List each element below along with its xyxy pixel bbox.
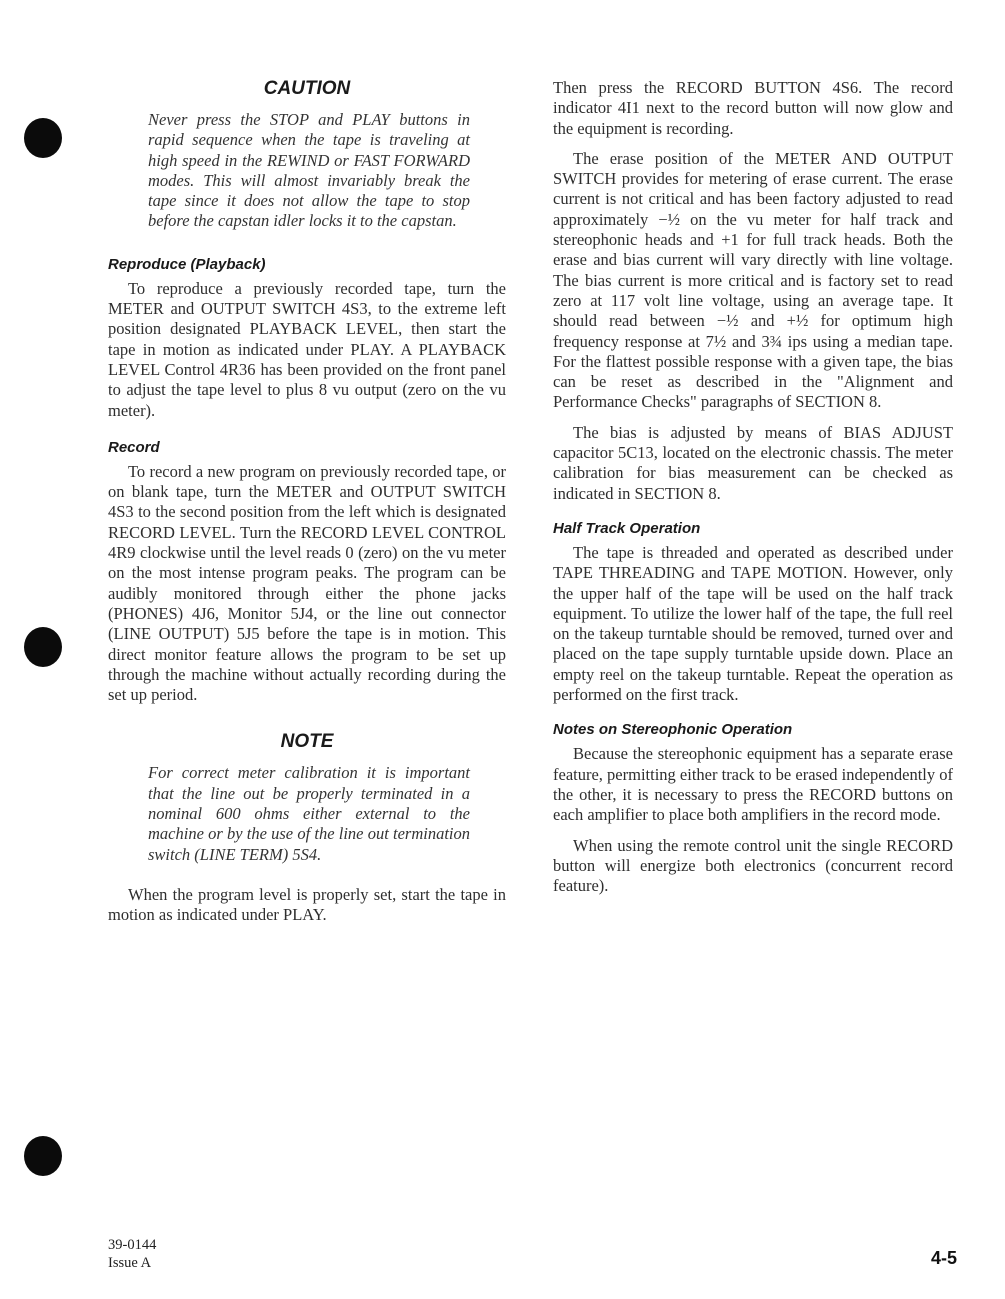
half-track-paragraph: The tape is threaded and operated as described under TAPE THREADING and TAPE MOTION. However, only the upper half of the tape will be used on the half track equipment. To utilize the lower half of the tape, the full reel on the takeup turntable should be removed, turned over and placed on the tape supply turntable upside down. Place an empty reel on the takeup turntable. Repeat the operation as performed on the first track.: [553, 542, 953, 705]
half-track-heading: Half Track Operation: [553, 519, 701, 537]
erase-bias-paragraph: The erase position of the METER AND OUTPUT SWITCH provides for metering of erase current. The erase current is not critical and has been factory adjusted to read approximately −½ on the vu meter for half track and stereophonic heads and +1 for full track heads. Both the erase and bias current will vary directly with line voltage. The bias current is more critical and is factory set to read zero at 117 volt line voltage, using an average tape. It should read between −½ and +½ for optimum high frequency response at 7½ and 3¾ ips using a median tape. For the flattest possible response with a given tape, the bias can be reset as described in the "Alignment and Performance Checks" paragraphs of SECTION 8.: [553, 148, 953, 412]
binder-hole-middle: [24, 627, 62, 667]
page-number: 4-5: [930, 1248, 957, 1268]
reproduce-paragraph: To reproduce a previously recorded tape, turn the METER and OUTPUT SWITCH 4S3, to the extreme left position designated PLAYBACK LEVEL, then start the tape in motion as indicated under PLAY. A PLAYBACK LEVEL Control 4R36 has been provided on the front panel to adjust the tape level to plus 8 vu output (zero on the vu meter).: [108, 278, 506, 420]
issue-label: Issue A: [108, 1255, 152, 1271]
footer-doc-info: [108, 1236, 156, 1272]
caution-text: Never press the STOP and PLAY buttons in rapid sequence when the tape is traveling at high speed in the REWIND or FAST FORWARD modes. This will almost invariably break the tape since it does not allow the tape to stop before the capstan idler locks it to the capstan.: [148, 110, 470, 231]
binder-hole-top: [24, 118, 62, 158]
stereo-heading: Notes on Stereophonic Operation: [553, 721, 793, 739]
reproduce-heading: Reproduce (Playback): [108, 255, 266, 273]
note-text: For correct meter calibration it is important that the line out be properly terminated in a nominal 600 ohms either external to the machine or by the use of the line out termination switch (LINE TERM) 5S4.: [148, 763, 470, 864]
record-button-paragraph: Then press the RECORD BUTTON 4S6. The record indicator 4I1 next to the record button will now glow and the equipment is recording.: [553, 78, 953, 138]
record-heading: Record: [108, 438, 160, 456]
caution-title: CAUTION: [263, 78, 351, 99]
record-paragraph: To record a new program on previously recorded tape, or on blank tape, turn the METER and OUTPUT SWITCH 4S3 to the second position from the left which is designated RECORD LEVEL. Turn the RECORD LEVEL CONTROL 4R9 clockwise until the level reads 0 (zero) on the vu meter on the most intense program peaks. The program can be audibly monitored through either the phone jacks (PHONES) 4J6, Monitor 5J4, or the line out connector (LINE OUTPUT) 5J5 before the tape is in motion. This direct monitor feature allows the program to be set up through the machine without actually recording during the set up period.: [108, 461, 506, 705]
left-column: [108, 78, 506, 936]
binder-hole-bottom: [24, 1136, 62, 1176]
document-number: 39-0144: [108, 1237, 157, 1253]
stereo-paragraph-2: When using the remote control unit the single RECORD button will energize both electronics (concurrent record feature).: [553, 835, 953, 896]
note-title: NOTE: [280, 731, 334, 753]
stereo-paragraph-1: Because the stereophonic equipment has a separate erase feature, permitting either track to be erased independently of the other, it is necessary to press the RECORD buttons on each amplifier to place both amplifiers in the record mode.: [553, 744, 953, 825]
right-column: [553, 78, 953, 906]
bias-adjust-paragraph: The bias is adjusted by means of BIAS ADJUST capacitor 5C13, located on the electronic chassis. The meter calibration for bias measurement can be checked as indicated in SECTION 8.: [553, 422, 953, 503]
closing-paragraph: When the program level is properly set, start the tape in motion as indicated under PLAY.: [108, 884, 506, 925]
